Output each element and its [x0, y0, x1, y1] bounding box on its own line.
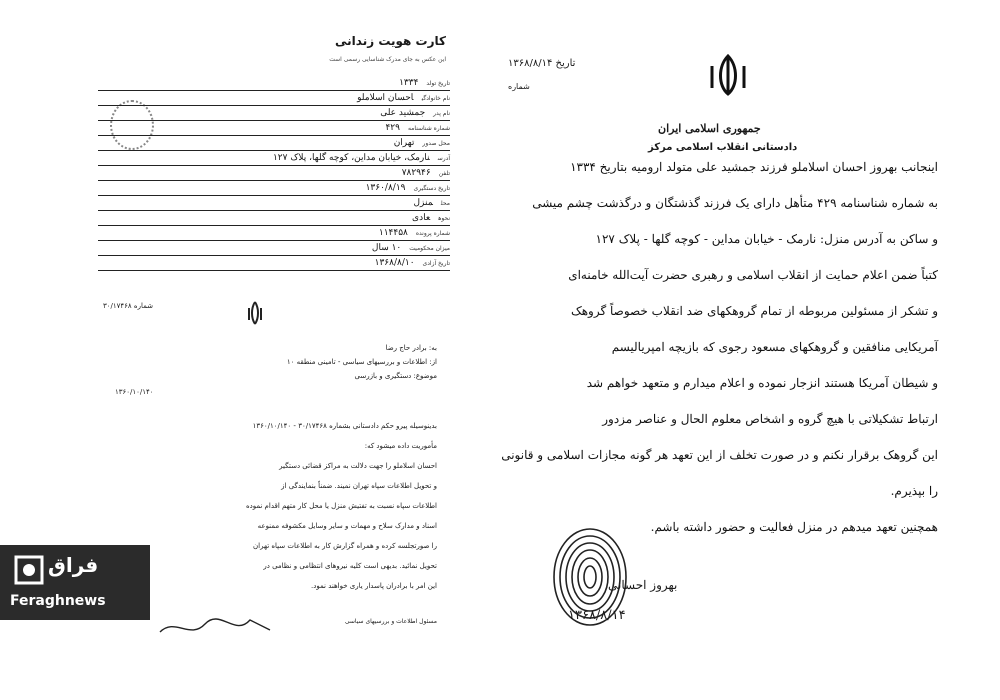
card-row-label: شماره پرونده — [415, 230, 450, 237]
pledge-line: اینجانب بهروز احسان اسلاملو فرزند جمشید علی متولد ارومیه بتاریخ ۱۳۳۴ — [570, 160, 938, 174]
card-row — [98, 211, 450, 226]
letter-body-line: بدینوسیله پیرو حکم دادستانی بشماره ۳۰/۱۷۴۶۸ - ۱۳۶۰/۱۰/۱۴۰ — [252, 422, 437, 430]
card-row-value: ۱۰ سال — [371, 243, 402, 253]
letter-signature-title: مسئول اطلاعات و بررسیهای سیاسی — [344, 618, 437, 625]
pledge-line: همچنین تعهد میدهم در منزل فعالیت و حضور داشته باشم. — [650, 520, 938, 534]
card-row-value: نارمک، خیابان مداین، کوچه گلها، پلاک ۱۲۷ — [272, 153, 430, 163]
brand-name-fa: فراق — [48, 553, 99, 577]
pledge-line: و ساکن به آدرس منزل: نارمک - خیابان مداین - کوچه گلها - پلاک ۱۲۷ — [595, 232, 938, 246]
pledge-line: را بپذیرم. — [890, 484, 938, 498]
card-row-label: نام خانوادگی — [421, 95, 450, 102]
card-row — [98, 106, 450, 121]
card-row — [98, 256, 450, 271]
pledge-line: آمریکایی منافقین و گروهکهای مسعود رجوی که بازیچه امپریالیسم — [611, 340, 938, 354]
card-row — [98, 151, 450, 166]
letter-body-line: اسناد و مدارک سلاح و مهمات و سایر وسایل مکشوفه ممنوعه — [257, 522, 437, 530]
card-row-value: ۱۳۳۴ — [399, 78, 419, 88]
emblem-icon — [245, 300, 265, 326]
letter-date: ۱۳۶۰/۱۰/۱۴۰ — [115, 388, 154, 396]
card-row — [98, 241, 450, 256]
pledge-line: و شیطان آمریکا هستند انزجار نموده و اعلام میدارم و متعهد خواهم شد — [586, 376, 938, 390]
card-row-label: شماره شناسنامه — [407, 125, 450, 132]
pledge-line: به شماره شناسنامه ۴۲۹ متأهل دارای یک فرزند گذشتگان و درگذشت چشم میشی — [532, 196, 938, 210]
card-row-label: میزان محکومیت — [409, 245, 450, 252]
feraghnews-logo-icon — [12, 551, 46, 589]
card-row-value: ۱۱۴۴۵۸ — [378, 228, 408, 238]
card-title: کارت هویت زندانی — [335, 34, 446, 48]
letter-body-line: مأموریت داده میشود که: — [364, 442, 437, 450]
feraghnews-watermark — [0, 545, 150, 620]
pledge-line: ارتباط تشکیلاتی با هیچ گروه و اشخاص معلوم الحال و عناصر مزدور — [602, 412, 938, 426]
card-row-value: احسان اسلاملو — [357, 93, 414, 103]
card-row-value: تهران — [393, 138, 415, 148]
card-row-label: نحوه — [438, 215, 450, 222]
letter-to: به: برادر حاج رضا — [385, 344, 437, 352]
letter-subject: موضوع: دستگیری و بازرسی — [354, 372, 437, 380]
card-row — [98, 121, 450, 136]
letter-body-line: تحویل نمائید. بدیهی است کلیه نیروهای انتظامی و نظامی در — [263, 562, 437, 570]
org-name-line2: دادستانی انقلاب اسلامی مرکز — [648, 142, 798, 153]
card-row-value: ۱۳۶۰/۸/۱۹ — [365, 183, 406, 193]
card-row-label: محل — [440, 200, 450, 207]
signer-name: بهروز احسانی — [608, 578, 678, 592]
card-row — [98, 181, 450, 196]
doc-number-label: شماره — [508, 82, 530, 91]
pledge-line: کتباً ضمن اعلام حمایت از انقلاب اسلامی و رهبری حضرت آیت‌الله خامنه‌ای — [568, 268, 938, 282]
prisoner-id-card — [92, 20, 454, 278]
letter-body-line: را صورتجلسه کرده و همراه گزارش کار به اطلاعات سپاه تهران — [253, 542, 437, 550]
org-name-line1: جمهوری اسلامی ایران — [658, 122, 761, 135]
card-row-value: جمشید علی — [380, 108, 426, 118]
pledge-line: این گروهک برقرار نکنم و در صورت تخلف از این تعهد هر گونه مجازات اسلامی و قانونی — [501, 448, 938, 462]
card-row-value: عادی — [412, 213, 431, 223]
doc-date: تاریخ ۱۳۶۸/۸/۱۴ — [508, 58, 576, 69]
letter-body-line: احسان اسلاملو را جهت دلالت به مراکز قضائی دستگیر — [279, 462, 437, 470]
letter-ref-number: شماره ۳۰/۱۷۴۶۸ — [103, 302, 154, 310]
card-row — [98, 91, 450, 106]
letter-body-line: و تحویل اطلاعات سپاه تهران نمیند. ضمناً بنمایندگی از — [281, 482, 437, 490]
card-row-value: منزل — [413, 198, 433, 208]
card-row-label: تلفن — [438, 170, 450, 177]
letter-body-line: این امر با برادران پاسدار یاری خواهند نمود. — [311, 582, 437, 590]
letter-body-line: اطلاعات سپاه نسبت به تفتیش منزل یا محل کار متهم اقدام نموده — [245, 502, 437, 510]
card-row-label: تاریخ دستگیری — [413, 185, 450, 192]
card-row-label: آدرس — [437, 155, 450, 162]
card-row — [98, 196, 450, 211]
card-subtitle: این عکس به جای مدرک شناسایی رسمی است — [329, 56, 446, 63]
card-row — [98, 166, 450, 181]
brand-name: Feraghnews — [10, 593, 106, 609]
card-row-value: ۷۸۲۹۴۶ — [401, 168, 431, 178]
signature-date: ۱۳۶۸/۸/۱۴ — [568, 608, 626, 623]
card-row-label: محل صدور — [422, 140, 450, 147]
card-row — [98, 76, 450, 91]
card-row-label: تاریخ تولد — [426, 80, 450, 87]
card-row-label: تاریخ آزادی — [422, 260, 450, 267]
card-row-label: نام پدر — [433, 110, 450, 117]
card-row — [98, 136, 450, 151]
card-row-value: ۴۲۹ — [385, 123, 400, 133]
pledge-document — [498, 30, 948, 670]
pledge-line: و تشکر از مسئولین مربوطه از تمام گروهکهای ضد انقلاب خصوصاً گروهک — [570, 304, 938, 318]
card-row — [98, 226, 450, 241]
letter-from: از: اطلاعات و بررسیهای سیاسی - تامینی منطقه ۱۰ — [286, 358, 437, 366]
iran-emblem-icon — [704, 52, 752, 98]
card-row-value: ۱۳۶۸/۸/۱۰ — [374, 258, 415, 268]
handwritten-signature — [155, 612, 275, 642]
